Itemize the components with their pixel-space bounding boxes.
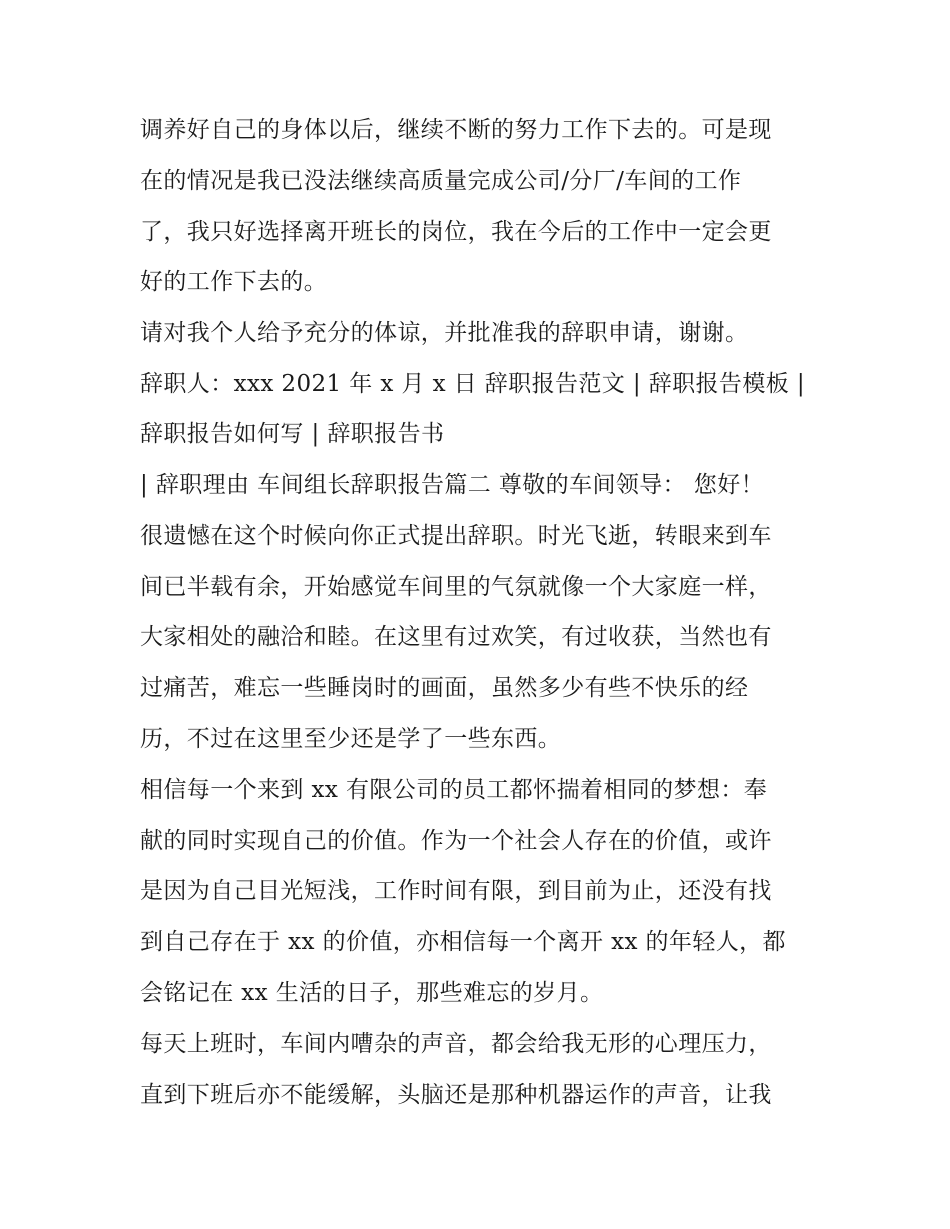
text-line: 过痛苦，难忘一些睡岗时的画面，虽然多少有些不快乐的经	[140, 675, 749, 701]
text-line: 很遗憾在这个时候向你正式提出辞职。时光飞逝，转眼来到车	[140, 523, 772, 549]
text-line: 间已半载有余，开始感觉车间里的气氛就像一个大家庭一样，	[140, 574, 772, 600]
text-line: 直到下班后亦不能缓解，头脑还是那种机器运作的声音，让我	[140, 1082, 772, 1108]
text-line: 历，不过在这里至少还是学了一些东西。	[140, 726, 562, 752]
text-line: 了，我只好选择离开班长的岗位，我在今后的工作中一定会更	[140, 219, 772, 245]
text-line: 大家相处的融洽和睦。在这里有过欢笑，有过收获，当然也有	[140, 624, 772, 650]
text-line: 在的情况是我已没法继续高质量完成公司/分厂/车间的工作	[140, 168, 742, 194]
text-line: | 辞职理由 车间组长辞职报告篇二 尊敬的车间领导： 您好！	[140, 472, 764, 498]
text-line: 辞职人：xxx 2021 年 x 月 x 日 辞职报告范文 | 辞职报告模板 |	[140, 371, 805, 397]
text-line: 是因为自己目光短浅，工作时间有限，到目前为止，还没有找	[140, 878, 772, 904]
text-line: 会铭记在 xx 生活的日子，那些难忘的岁月。	[140, 980, 604, 1006]
text-line: 到自己存在于 xx 的价值，亦相信每一个离开 xx 的年轻人，都	[140, 929, 786, 955]
text-line: 好的工作下去的。	[140, 269, 328, 295]
text-line: 请对我个人给予充分的体谅，并批准我的辞职申请，谢谢。	[140, 320, 749, 346]
text-line: 辞职报告如何写 | 辞职报告书	[140, 421, 445, 447]
text-line: 调养好自己的身体以后，继续不断的努力工作下去的。可是现	[140, 117, 772, 143]
text-line: 每天上班时，车间内嘈杂的声音，都会给我无形的心理压力，	[140, 1031, 772, 1057]
text-line: 相信每一个来到 xx 有限公司的员工都怀揣着相同的梦想：奉	[140, 777, 768, 803]
text-line: 献的同时实现自己的价值。作为一个社会人存在的价值，或许	[140, 828, 772, 854]
